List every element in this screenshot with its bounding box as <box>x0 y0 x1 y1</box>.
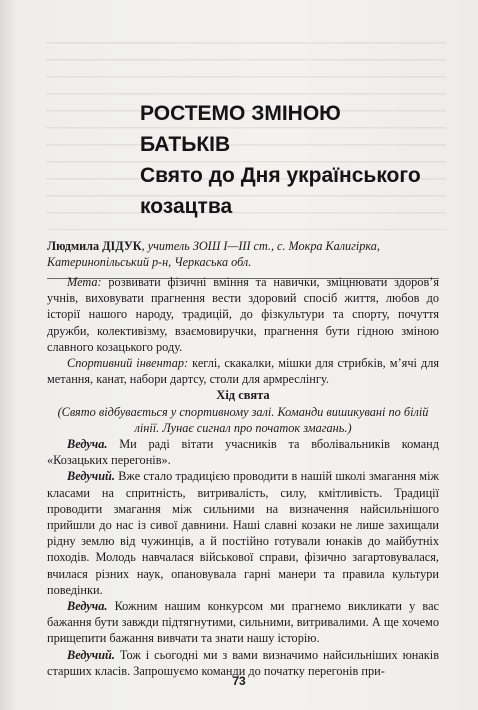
article-title <box>140 98 440 222</box>
speaker-name: Ведучий. <box>67 469 115 484</box>
dialogue-line <box>47 468 439 598</box>
dialogue-line <box>47 436 439 468</box>
speaker-name: Ведуча. <box>67 599 108 614</box>
goal-paragraph <box>47 274 439 355</box>
title-line-2: БАТЬКІВ <box>140 133 231 156</box>
author-byline <box>47 238 439 279</box>
article-body <box>47 274 439 679</box>
author-details: , учитель ЗОШ І—ІІІ ст., с. Мокра Калигірка, Катеринопільський р-н, Черкаська обл. <box>47 239 380 269</box>
author-name: Людмила ДІДУК <box>47 239 142 253</box>
goal-text: розвивати фізичні вміння та навички, зміцнювати здоров’я учнів, виховувати прагнення вести здоровий спосіб життя, любов до історії нашого народу, традицій, до фізкультури та спорту, почуття дружби, колективізму, взаємовиручки, прагнення бути гідною зміною славного козацького роду. <box>47 275 439 354</box>
dialogue-text: Вже стало традицією проводити в нашій школі змагання між класами на спритність, витривалість, силу, кмітливість. Традиції проводити змагання між сильними на визначення найсильнішого прийшли до нас із сивої давнини. Наші славні козаки не лише захищали рідну землю від чужинців, а й постійно готували юнаків до майбутніх походів. Молодь навчалася військової справи, фізично загартовувалася, вчилася різних наук, опановувала гарні манери та правила культури поведінки. <box>47 469 439 597</box>
dialogue-text: Тож і сьогодні ми з вами визначимо найсильніших юнаків старших класів. Запрошуємо команди до початку перегонів при- <box>47 647 439 678</box>
title-line-1: РОСТЕМО ЗМІНОЮ <box>140 102 341 125</box>
section-title: Хід свята <box>216 388 270 403</box>
title-line-3: Свято до Дня українського <box>140 164 421 187</box>
speaker-name: Ведучий. <box>67 647 115 662</box>
inventory-text: кеглі, скакалки, мішки для стрибків, м’ячі для метання, канат, набори дартсу, столи для армреслінгу. <box>47 356 439 387</box>
page-number: 73 <box>232 674 246 688</box>
dialogue-text: Кожним нашим конкурсом ми прагнемо викликати у вас бажання бути завжди підтягнутими, сильними, витривалими. А ще хочемо прищепити бажання вивчати та знати нашу історію. <box>47 599 439 646</box>
goal-label: Мета: <box>67 275 102 289</box>
dialogue-line <box>47 598 439 647</box>
stage-direction: (Свято відбувається у спортивному залі. Команди вишикувані по білій лінії. Лунає сигнал про початок змагань.) <box>57 404 429 435</box>
inventory-label: Спортивний інвентар: <box>67 356 189 371</box>
inventory-paragraph <box>47 355 439 387</box>
dialogue-text: Ми раді вітати учасників та вболівальників команд «Козацьких перегонів». <box>47 437 439 468</box>
speaker-name: Ведуча. <box>67 437 108 452</box>
title-line-4: козацтва <box>140 195 233 218</box>
